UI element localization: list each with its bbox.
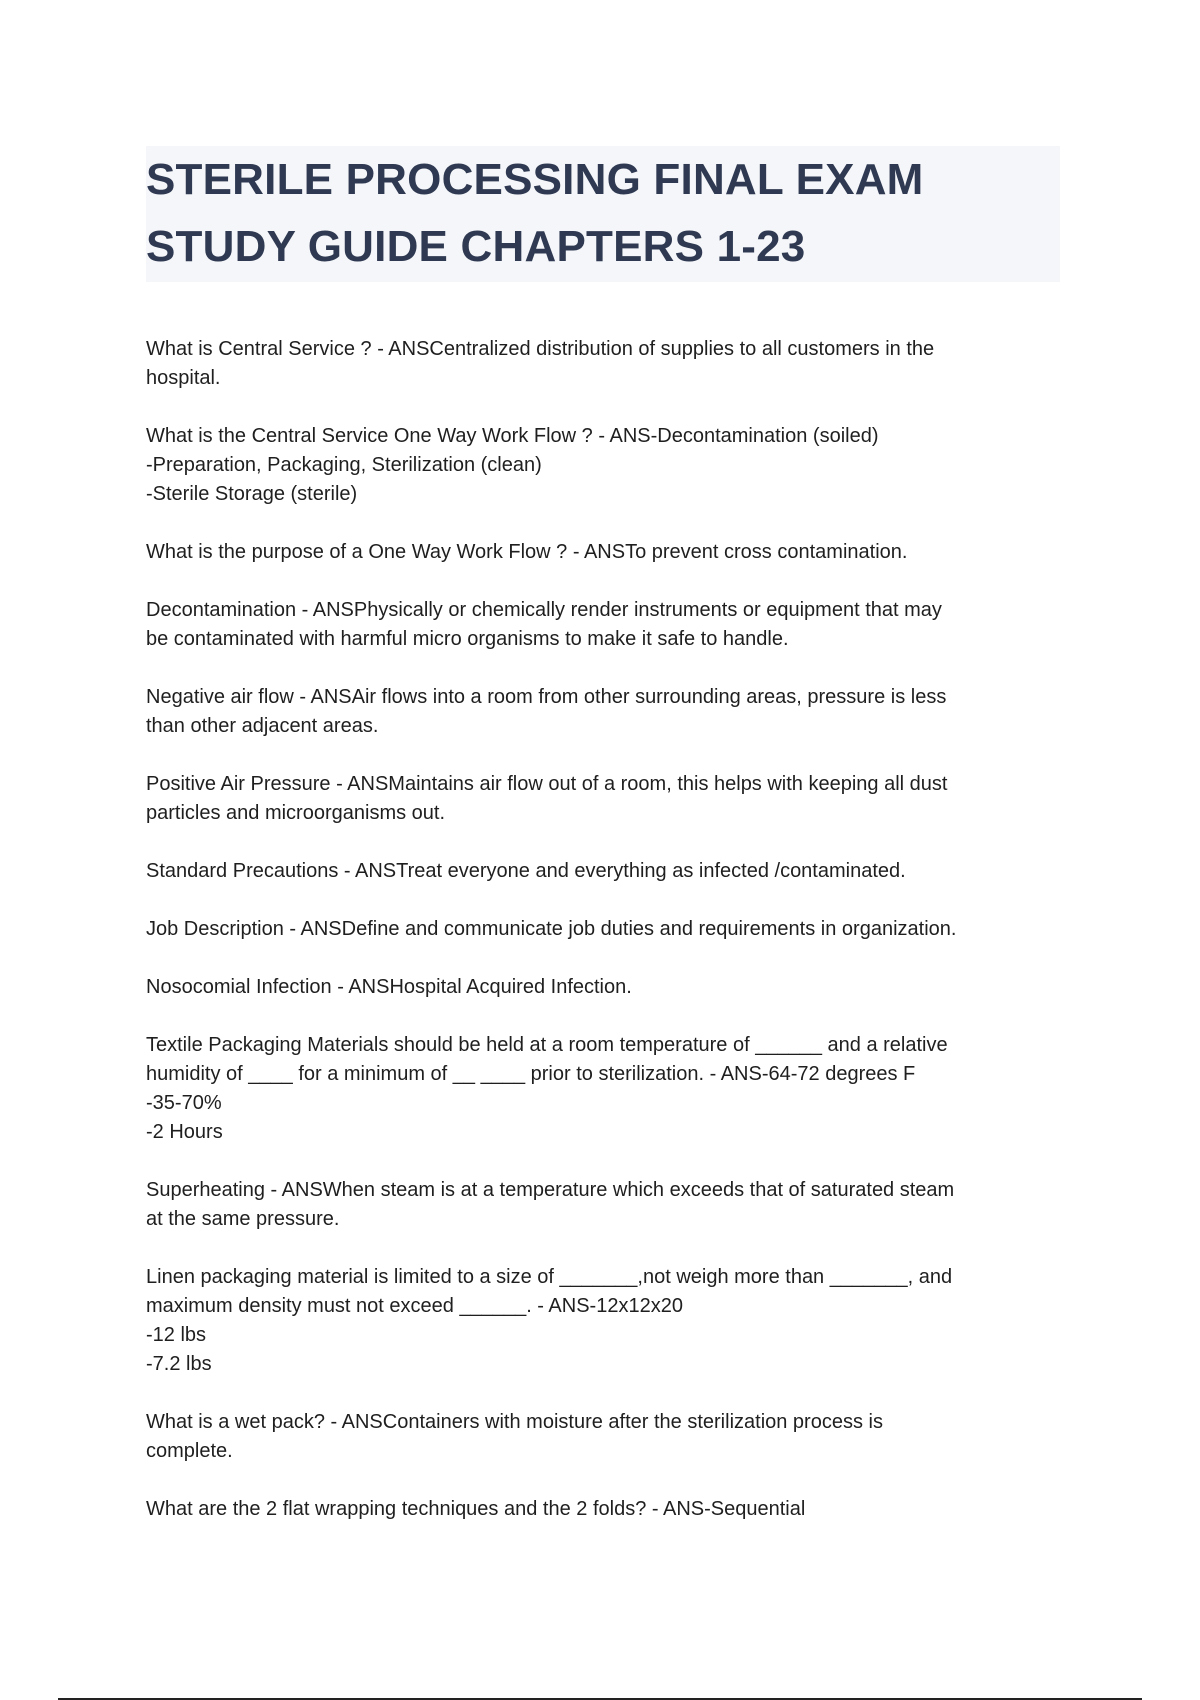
qa-line: -Preparation, Packaging, Sterilization (clean) bbox=[146, 454, 542, 476]
qa-entry bbox=[146, 1031, 1066, 1147]
study-guide-content bbox=[146, 335, 1066, 1553]
qa-entry bbox=[146, 1176, 1066, 1234]
qa-line: complete. bbox=[146, 1440, 233, 1462]
qa-line: humidity of ____ for a minimum of __ ____ prior to sterilization. - ANS-64-72 degrees F bbox=[146, 1063, 916, 1085]
title-line: STERILE PROCESSING FINAL EXAM bbox=[146, 155, 924, 204]
qa-line: be contaminated with harmful micro organisms to make it safe to handle. bbox=[146, 628, 789, 650]
title-line: STUDY GUIDE CHAPTERS 1-23 bbox=[146, 222, 806, 271]
qa-entry bbox=[146, 915, 1066, 944]
qa-line: particles and microorganisms out. bbox=[146, 802, 446, 824]
title-banner bbox=[146, 146, 1060, 282]
qa-line: Job Description - ANSDefine and communicate job duties and requirements in organization. bbox=[146, 918, 957, 940]
qa-entry bbox=[146, 1263, 1066, 1379]
qa-line: -12 lbs bbox=[146, 1324, 207, 1346]
qa-entry bbox=[146, 1495, 1066, 1524]
qa-line: -7.2 lbs bbox=[146, 1353, 212, 1375]
qa-entry bbox=[146, 857, 1066, 886]
qa-line: Superheating - ANSWhen steam is at a temperature which exceeds that of saturated steam bbox=[146, 1179, 955, 1201]
qa-line: maximum density must not exceed ______. - ANS-12x12x20 bbox=[146, 1295, 683, 1317]
qa-entry bbox=[146, 973, 1066, 1002]
qa-line: What is Central Service ? - ANSCentralized distribution of supplies to all customers in the bbox=[146, 338, 935, 360]
qa-line: -2 Hours bbox=[146, 1121, 223, 1143]
qa-entry bbox=[146, 596, 1066, 654]
qa-entry bbox=[146, 1408, 1066, 1466]
qa-line: What is a wet pack? - ANSContainers with moisture after the sterilization process is bbox=[146, 1411, 883, 1433]
qa-entry bbox=[146, 422, 1066, 509]
qa-line: Textile Packaging Materials should be held at a room temperature of ______ and a relative bbox=[146, 1034, 948, 1056]
qa-entry bbox=[146, 683, 1066, 741]
qa-entry bbox=[146, 538, 1066, 567]
document-title bbox=[146, 146, 1060, 280]
qa-line: Positive Air Pressure - ANSMaintains air flow out of a room, this helps with keeping all dust bbox=[146, 773, 948, 795]
qa-line: Linen packaging material is limited to a size of _______,not weigh more than _______, and bbox=[146, 1266, 953, 1288]
qa-line: What is the purpose of a One Way Work Flow ? - ANSTo prevent cross contamination. bbox=[146, 541, 908, 563]
qa-line: -Sterile Storage (sterile) bbox=[146, 483, 358, 505]
qa-line: Nosocomial Infection - ANSHospital Acquired Infection. bbox=[146, 976, 632, 998]
qa-entry bbox=[146, 770, 1066, 828]
qa-line: hospital. bbox=[146, 367, 221, 389]
qa-line: What are the 2 flat wrapping techniques and the 2 folds? - ANS-Sequential bbox=[146, 1498, 806, 1520]
qa-line: Negative air flow - ANSAir flows into a room from other surrounding areas, pressure is less bbox=[146, 686, 947, 708]
qa-line: than other adjacent areas. bbox=[146, 715, 379, 737]
qa-line: What is the Central Service One Way Work Flow ? - ANS-Decontamination (soiled) bbox=[146, 425, 879, 447]
qa-line: at the same pressure. bbox=[146, 1208, 340, 1230]
qa-line: -35-70% bbox=[146, 1092, 222, 1114]
qa-line: Decontamination - ANSPhysically or chemically render instruments or equipment that may bbox=[146, 599, 942, 621]
qa-entry bbox=[146, 335, 1066, 393]
qa-line: Standard Precautions - ANSTreat everyone and everything as infected /contaminated. bbox=[146, 860, 906, 882]
